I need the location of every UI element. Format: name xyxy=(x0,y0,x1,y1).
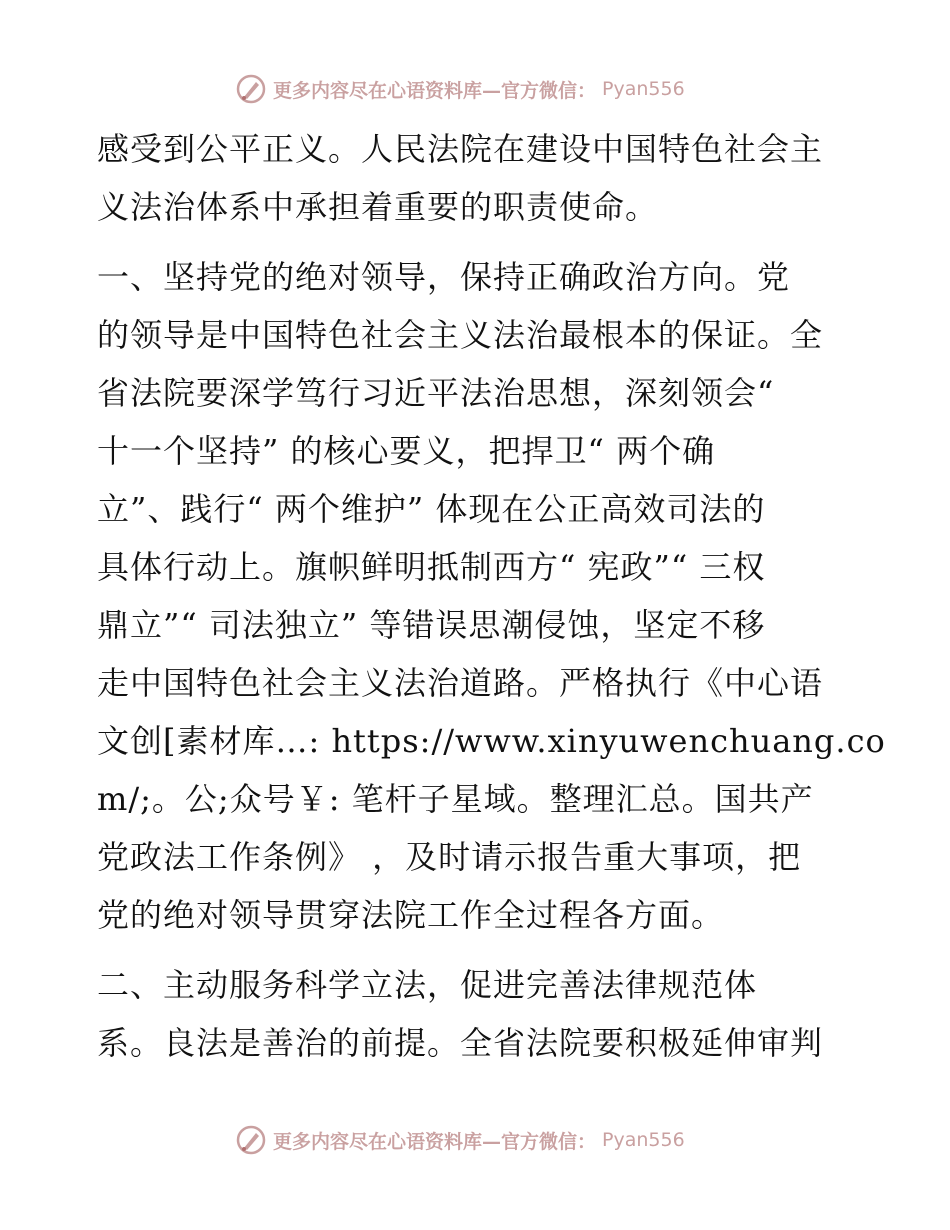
text-line: 的领导是中国特色社会主义法治最根本的保证。全 xyxy=(97,316,824,354)
paragraph-section-one xyxy=(97,248,886,944)
text-line: 文创[素材库…: https://www.xinyuwenchuang.co xyxy=(97,722,886,760)
watermark-text-cn: 更多内容尽在心语资料库—官方微信： xyxy=(273,79,597,102)
text-line: 义法治体系中承担着重要的职责使命。 xyxy=(97,188,659,226)
text-line: 一、坚持党的绝对领导，保持正确政治方向。党 xyxy=(97,258,791,296)
text-line: m/;。公;众号￥: 笔杆子星域。整理汇总。国共产 xyxy=(97,780,814,818)
watermark-text-en: Pyan556 xyxy=(602,1129,685,1151)
pen-logo-icon xyxy=(235,1124,267,1156)
text-line: 鼎立”“ 司法独立” 等错误思潮侵蚀，坚定不移 xyxy=(97,606,766,644)
pen-logo-icon xyxy=(235,73,267,105)
text-line: 系。良法是善治的前提。全省法院要积极延伸审判 xyxy=(97,1024,824,1062)
paragraph-section-two xyxy=(97,956,857,1072)
text-line: 感受到公平正义。人民法院在建设中国特色社会主 xyxy=(97,130,824,168)
text-line: 二、主动服务科学立法，促进完善法律规范体 xyxy=(97,966,758,1004)
footer-watermark xyxy=(235,1123,685,1157)
text-line: 十一个坚持” 的核心要义，把捍卫“ 两个确 xyxy=(97,432,716,470)
document-body xyxy=(97,120,886,1072)
header-watermark xyxy=(235,72,685,106)
text-line: 省法院要深学笃行习近平法治思想，深刻领会“ xyxy=(97,374,775,412)
watermark-text-en: Pyan556 xyxy=(602,78,685,100)
watermark-text-cn: 更多内容尽在心语资料库—官方微信： xyxy=(273,1130,597,1153)
text-line: 立”、践行“ 两个维护” 体现在公正高效司法的 xyxy=(97,490,766,528)
paragraph-intro xyxy=(97,120,857,236)
text-line: 党政法工作条例》 ，及时请示报告重大事项，把 xyxy=(97,838,802,876)
text-line: 党的绝对领导贯穿法院工作全过程各方面。 xyxy=(97,896,725,934)
text-line: 走中国特色社会主义法治道路。严格执行《中心语 xyxy=(97,664,824,702)
text-line: 具体行动上。旗帜鲜明抵制西方“ 宪政”“ 三权 xyxy=(97,548,766,586)
